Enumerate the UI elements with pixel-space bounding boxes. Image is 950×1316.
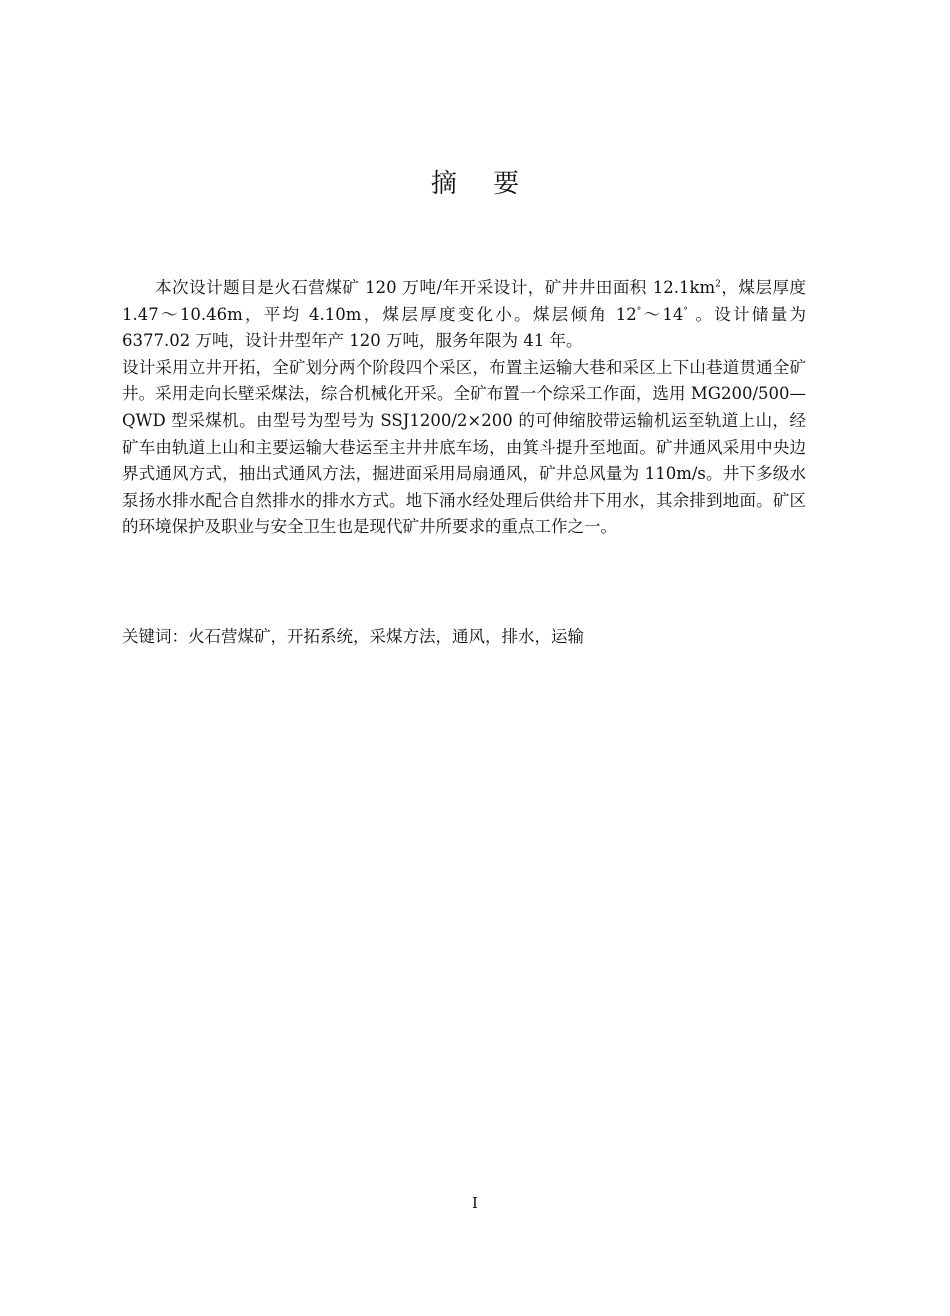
abstract-paragraph-2: 设计采用立井开拓，全矿划分两个阶段四个采区，布置主运输大巷和采区上下山巷道贯通全矿井。采用走向长壁采煤法，综合机械化开采。全矿布置一个综采工作面，选用 MG200/500—QWD 型采煤机。由型号为型号为 SSJ1200/2×200 的可伸缩胶带运输机运至轨道上山，经矿车由轨道上山和主要运输大巷运至主井井底车场，由箕斗提升至地面。矿井通风采用中央边界式通风方式，抽出式通风方法，掘进面采用局扇通风，矿井总风量为 110m/s。井下多级水泵扬水排水配合自然排水的排水方式。地下涌水经处理后供给井下用水，其余排到地面。矿区的环境保护及职业与安全卫生也是现代矿井所要求的重点工作之一。 — [122, 357, 806, 537]
abstract-paragraph-1-part1: 本次设计题目是火石营煤矿 120 万吨/年开采设计，矿井井田面积 12.1km — [155, 278, 716, 297]
page-number: I — [472, 1194, 478, 1212]
abstract-title: 摘 要 — [430, 169, 534, 199]
area-unit-superscript: 2 — [715, 279, 721, 290]
abstract-body — [122, 275, 806, 541]
degree-superscript-1: ° — [636, 306, 642, 317]
abstract-paragraph-1-part4: 。设计储量为 6377.02 万吨，设计井型年产 120 万吨，服务年限为 41 年。 — [122, 304, 807, 351]
keywords-line: 关键词：火石营煤矿，开拓系统，采煤方法，通风，排水，运输 — [122, 627, 584, 646]
abstract-paragraph-1-part2: ，煤层厚度 1.47～10.46m，平均 4.10m，煤层厚度变化小。煤层倾角 12 — [122, 278, 806, 324]
abstract-paragraph-1-part3: ～14 — [641, 304, 684, 324]
abstract-paragraph-1 — [122, 275, 806, 355]
degree-superscript-2: ° — [683, 306, 688, 317]
